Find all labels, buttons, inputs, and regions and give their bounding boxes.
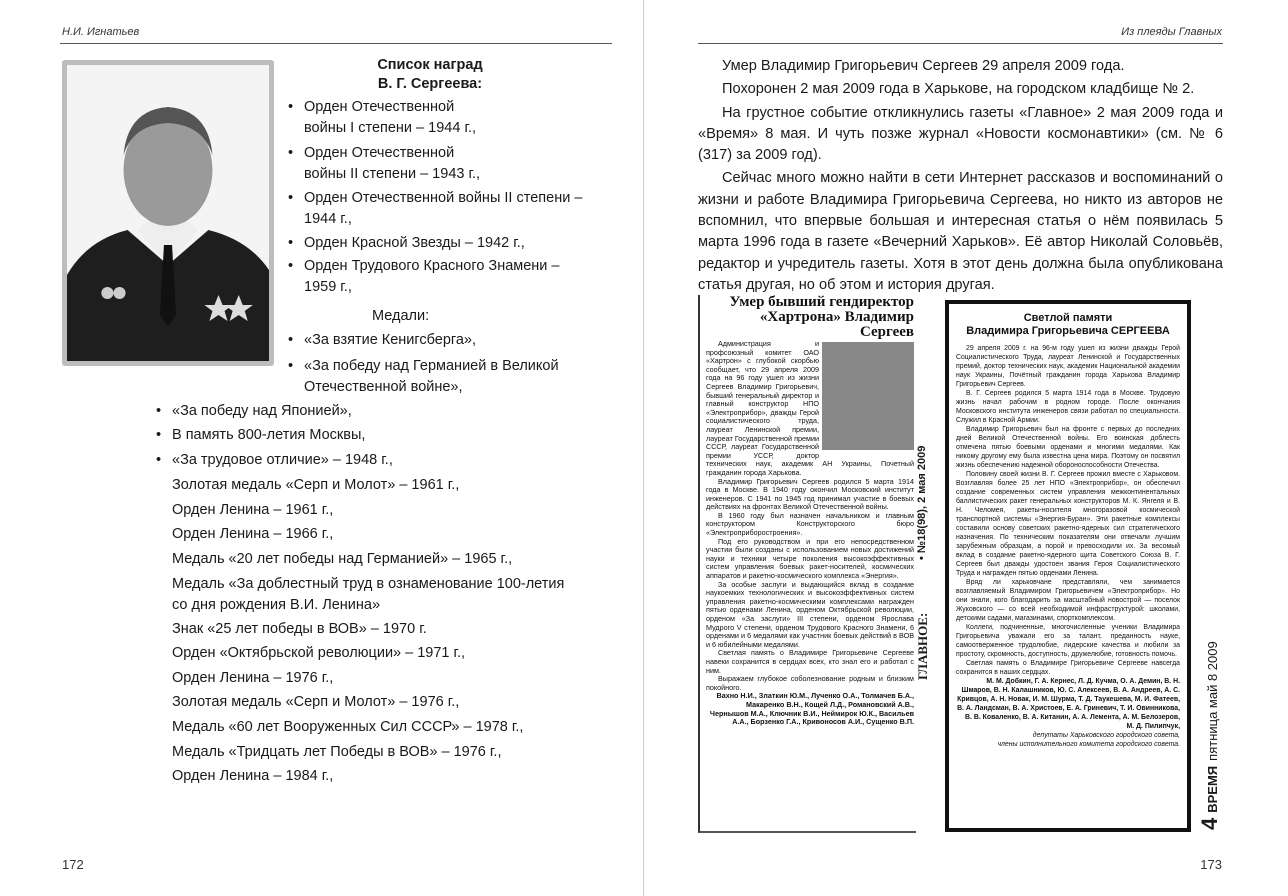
medal-item: • «За взятие Кенигсберга», [304,330,476,351]
clipping-paragraph: Светлая память о Владимире Григорьевиче Сергееве навеки сохранится в сердцах всех, кто знал его и работал с ним. [706,648,914,675]
award-line: Орден Ленина – 1976 г., [172,670,334,686]
award-line: Орден «Октябрьской революции» – 1971 г., [172,645,466,661]
clipping-signatures: Вахно Н.И., Златкин Ю.М., Лученко О.А., Толмачев Б.А., Макаренко В.Н., Кощей Л.Д., Романовский А.В., Чернышов М.А., Ключник В.И., Неймирок Ю.К., Васильев А.А., Борзенко Г.А., Кривоносов А.И., Сущенко В.П. [709,691,914,727]
awards-subtitle: В. Г. Сергеева: [377,76,483,92]
clipping-headline: Умер бывший гендиректор «Хартрона» Владимир Сергеев [729,295,914,340]
medals-heading: Медали: [372,308,430,324]
running-header-author: Н.И. Игнатьев [62,26,140,38]
award-line: со дня рождения В.И. Ленина» [172,597,381,613]
clipping-paragraph: Владимир Григорьевич Сергеев родился 5 марта 1914 года в Москве. В 1940 году окончил Московский институт инженеров. С 1941 по 1945 год принимал участие в боевых действиях на фронтах Великой Отечественной войны. [706,476,914,512]
page-number: 173 [1200,857,1222,872]
masthead-name: ВРЕМЯ [1205,765,1220,813]
clipping-paragraph: Вряд ли харьковчане представляли, чем занимается возглавляемый Владимиром Григорьевичем «Электроприбор». Но они знали, кого благодарить за масштабный новострой — поселок Жуковского — со всей необходимой инфраструктурой: школами, детскими садами, магазинами, спорткомплексом. [956,579,1180,622]
masthead-issue: • №18(98), 2 мая 2009 [916,445,928,560]
paragraph: Умер Владимир Григорьевич Сергеев 29 апреля 2009 года. [722,58,1125,74]
medal-item: • «За победу над Японией», [172,401,352,422]
award-item-cont: 1944 г., [304,211,352,227]
award-item-cont: войны II степени – 1943 г., [304,166,481,182]
masthead-name: ГЛАВНОЕ: [915,612,930,680]
award-item-cont: войны I степени – 1944 г., [304,120,477,136]
clipping-paragraph: Светлая память о Владимире Григорьевиче Сергееве навсегда сохранится в наших сердцах. [956,660,1180,676]
newspaper-clipping-vremya [945,300,1191,832]
award-line: Орден Ленина – 1984 г., [172,768,334,784]
award-line: Медаль «60 лет Вооруженных Сил СССР» – 1978 г., [172,719,524,735]
signatures-note: депутаты Харьковского городского совета, [1032,732,1180,739]
clipping-signatures: М. М. Добкин, Г. А. Кернес, Л. Д. Кучма, О. А. Демин, В. Н. Шмаров, В. Н. Калашников, Ю. С. Алексеев, В. А. Андреев, А. С. Кривцов, А. Н. Новак, И. М. Шурма, Т. Д. Таукешева, М. И. Фатеев, В. А. Ландсман, В. А. Христоев, Е. А. Гриневич, Т. И. Овинникова, В. В. Коваленко, В. А. Китанин, А. А. Лемента, А. М. Белозеров, М. Д. Пилипчук, [957,678,1180,730]
headline-line: Светлой памяти [1023,312,1113,324]
award-line: Золотая медаль «Серп и Молот» – 1976 г., [172,694,460,710]
clipping-paragraph: Владимир Григорьевич был на фронте с первых до последних дней Великой Отечественной войны. Его воинская доблесть отмечена пятью боевыми орденами и многими медалями. Как никому другому ему была известна цена мира. Поэтому он посвятил жизнь обеспечению надежной обороноспособности Отечества. [956,426,1180,469]
clipping-headline [956,312,1180,338]
header-rule [698,43,1223,44]
medal-item: • «За победу над Германией в Великой [304,356,559,377]
masthead-page: 4 [1197,817,1222,830]
award-item: • Орден Отечественной [304,97,454,118]
clipping-portrait-photo [822,342,914,450]
medal-item: • «За трудовое отличие» – 1948 г., [172,450,393,471]
paragraph: Сейчас много можно найти в сети Интернет рассказов и воспоминаний о жизни и работе Владимира Григорьевича Сергеева, но никто из авторов не вспомнил, что впервые большая и интересная статья о нём появилась 5 марта 1996 года в газете «Вечерний Харьков». Её автор Николай Соловьёв, редактор и учредитель газеты. Хотя в этот день должна была опубликована статья другая, но об этом и история другая. [698,170,1223,293]
newspaper-clipping-glavnoe [698,295,916,833]
award-item: • Орден Красной Звезды – 1942 г., [304,233,525,254]
clipping-paragraph: Половину своей жизни В. Г. Сергеев прожил вместе с Харьковом. Возглавляя более 25 лет НПО «Электроприбор», он обеспечил создание современных систем управления межконтинентальных баллистических ракет генеральных конструкторов М. К. Янгеля и В. Н. Челомея, ракеты-носителя многоразовой космической транспортной системы «Энергия-Буран». Эти ракетные комплексы составили основу советских ракетно-ядерных сил стратегического назначения. По техническим показателям они отвечали лучшим зарубежным образцам, а порой и превосходили их. За весомый вклад в создание ракетно-ядерного щита Советского Союза В. Г. Сергеев был дважды удостоен звания Героя Социалистического Труда и награжден пятью орденами Ленина. [956,471,1180,577]
award-line: Медаль «За доблестный труд в ознаменование 100-летия [172,576,565,592]
page-number: 172 [62,857,84,872]
header-rule [60,43,612,44]
award-line: Знак «25 лет победы в ВОВ» – 1970 г. [172,621,427,637]
body-text [698,56,1223,298]
signatures-note: члены исполнительного комитета городского совета. [997,741,1180,748]
running-header-title: Из плеяды Главных [1121,26,1222,38]
medal-item-cont: Отечественной войне», [304,379,463,395]
award-item: • Орден Трудового Красного Знамени – [304,256,560,277]
clipping-paragraph: За особые заслуги и выдающийся вклад в создание наукоемких технологических и высокоэффективных систем управления ракетно-космическими комплексами награжден пятью орденами Ленина, орденом Октябрьской революции, орденом «За заслуги» III степени, орденом Ярослава Мудрого V степени, орденом Трудового Красного Знамени, 6 орденами и 6 медалями как участник боевых действий в ВОВ и 6 юбилейными медалями. [706,579,914,649]
medal-item: • В память 800-летия Москвы, [172,425,365,446]
award-item: • Орден Отечественной войны II степени – [304,188,582,209]
clipping-paragraph: Коллеги, подчиненные, многочисленные ученики Владимира Григорьевича уважали его за талант, преданность науке, самоотверженное трудолюбие, лидерские качества и любили за простоту, скромность, доступность, дружелюбие, готовность помочь. [956,624,1180,658]
paragraph: На грустное событие откликнулись газеты «Главное» 2 мая 2009 года и «Время» 8 мая. И чуть позже журнал «Новости космонавтики» (см. № 6 (317) за 2009 год). [698,104,1223,164]
paragraph: Похоронен 2 мая 2009 года в Харькове, на городском кладбище № 2. [722,81,1195,98]
portrait-photo [62,60,274,366]
clipping-paragraph: Под его руководством и при его непосредственном участии были созданы с использованием новых достижений науки и техники четыре поколения высокоэффективных систем управления боевых ракет-носителей, космических аппаратов и ракетно-космического комплекса «Энергия». [706,536,914,581]
award-line: Золотая медаль «Серп и Молот» – 1961 г., [172,477,460,493]
clipping-paragraph: В. Г. Сергеев родился 5 марта 1914 года в Москве. Трудовую жизнь начал рабочим в родном городе. После окончания Московского института инженеров связи работал по специальности. Служил в Красной Армии. [956,390,1180,424]
award-line: Орден Ленина – 1961 г., [172,502,334,518]
glavnoe-masthead-strip [913,445,937,750]
award-item: • Орден Отечественной [304,143,454,164]
clipping-paragraph: Выражаем глубокое соболезнование родным и близким покойного. [706,674,914,692]
clipping-paragraph: Администрация и профсоюзный комитет ОАО «Хартрон» с глубокой скорбью сообщает, что 29 апреля 2009 года на 96 году ушел из жизни Сергеев Владимир Григорьевич, бывший генеральный директор и главный конструктор НПО «Электроприбор», дважды Герой социалистического труда, лауреат Ленинской премии, лауреат Государственной премии СССР, лауреат Государственной премии УССР, доктор технических наук, академик АН Украины, Почетный гражданин города Харькова. [706,339,914,477]
award-line: Медаль «20 лет победы над Германией» – 1965 г., [172,551,513,567]
award-item-cont: 1959 г., [304,279,352,295]
right-page [645,0,1288,896]
clipping-paragraph: В 1960 году был назначен начальником и главным конструктором Конструкторского бюро «Электроприборостроения». [706,510,914,538]
clipping-paragraph: 29 апреля 2009 г. на 96-м году ушел из жизни дважды Герой Социалистического Труда, лауреат Ленинской и Государственных премий, доктор технических наук, академик Национальной академии наук Украины, Почётный гражданин города Харькова Владимир Григорьевич Сергеев. [956,345,1180,388]
masthead-date: пятница май 8 2009 [1205,641,1220,761]
headline-line: Владимира Григорьевича СЕРГЕЕВА [966,325,1170,337]
award-line: Медаль «Тридцать лет Победы в ВОВ» – 1976 г., [172,744,502,760]
vremya-masthead-strip [1197,641,1223,830]
awards-title: Список наград [377,57,483,73]
award-line: Орден Ленина – 1966 г., [172,526,334,542]
